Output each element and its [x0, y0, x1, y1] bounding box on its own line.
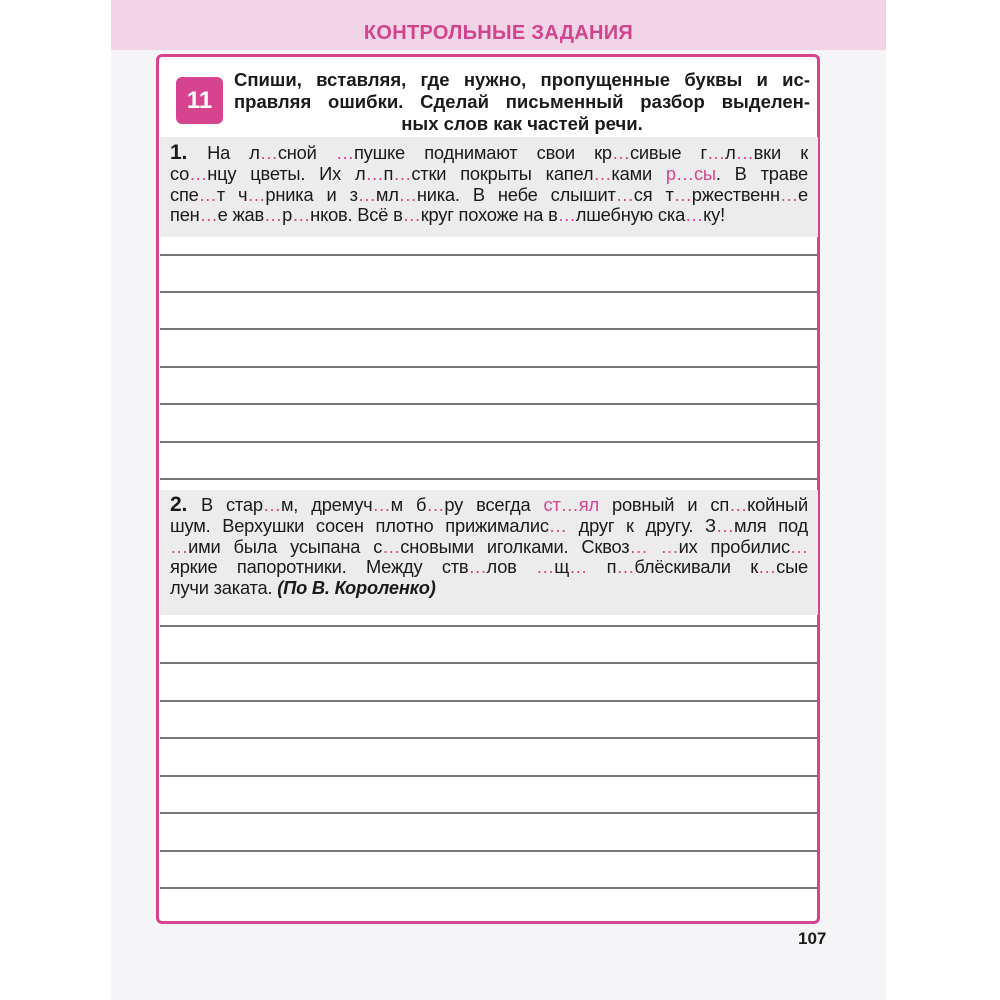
text-segment: л: [725, 142, 736, 163]
missing-letter-mark: …: [735, 142, 754, 163]
missing-letter-mark: …: [758, 556, 777, 578]
missing-letter-mark: …: [569, 556, 588, 578]
writing-line: [160, 662, 818, 664]
text-segment: их пробилис: [678, 535, 790, 557]
exercise-line: [170, 205, 808, 226]
instruction-line: Спиши, вставляя, где нужно, пропущенные буквы и ис-: [234, 69, 810, 90]
writing-line: [160, 403, 818, 405]
missing-letter-mark: …: [715, 514, 734, 536]
missing-letter-mark: …: [789, 535, 808, 557]
exercise-line: [170, 537, 808, 558]
text-segment: р: [282, 204, 293, 226]
text-segment: вки к: [753, 142, 808, 163]
missing-letter-mark: …: [372, 494, 391, 515]
missing-letter-mark: …: [393, 162, 412, 184]
text-segment: друг к другу. З: [566, 514, 716, 536]
text-segment: со: [170, 162, 190, 184]
text-segment: лшебную ска: [575, 204, 686, 226]
text-segment: ру всегда: [444, 494, 544, 515]
text-segment: [648, 536, 661, 557]
writing-line: [160, 441, 818, 443]
text-segment: сые: [776, 556, 808, 578]
missing-letter-mark: ст…ял: [543, 494, 599, 515]
text-segment: мл: [375, 183, 399, 205]
text-segment: ржественн: [691, 183, 780, 205]
missing-letter-mark: …: [673, 183, 692, 205]
exercise-line: [170, 164, 808, 185]
text-segment: м б: [390, 494, 427, 515]
text-segment: На л: [207, 142, 260, 163]
text-segment: стки покрыты капел: [411, 162, 594, 184]
text-segment: койный: [747, 494, 808, 515]
missing-letter-mark: …: [382, 535, 401, 557]
missing-letter-mark: …: [548, 514, 567, 536]
text-segment: рника и з: [265, 183, 358, 205]
text-segment: т ч: [216, 183, 248, 205]
text-segment: пушке поднимают свои кр: [353, 142, 612, 163]
writing-line: [160, 625, 818, 627]
section-title: КОНТРОЛЬНЫЕ ЗАДАНИЯ: [363, 22, 634, 44]
missing-letter-mark: …: [615, 183, 634, 205]
missing-letter-mark: …: [247, 183, 266, 205]
missing-letter-mark: …: [357, 183, 376, 205]
missing-letter-mark: …: [259, 142, 278, 163]
missing-letter-mark: …: [779, 183, 799, 205]
text-segment: ника. В небе слышит: [416, 183, 616, 205]
text-segment: щ: [554, 556, 570, 578]
missing-letter-mark: …: [729, 494, 748, 515]
text-segment: пен: [170, 204, 200, 226]
author-credit: (По В. Короленко): [277, 577, 436, 599]
text-segment: спе: [170, 183, 199, 205]
text-segment: лов: [486, 556, 537, 578]
exercise-line: [170, 495, 808, 516]
missing-letter-mark: …: [170, 535, 189, 557]
writing-line: [160, 812, 818, 814]
text-segment: блёскивали к: [634, 556, 759, 578]
task-number-badge: 11: [176, 77, 223, 124]
missing-letter-mark: …: [292, 204, 311, 226]
text-segment: В стар: [200, 494, 263, 515]
missing-letter-mark: …: [629, 535, 648, 557]
missing-letter-mark: …: [262, 494, 281, 515]
text-segment: сновыми иголками. Сквоз: [400, 535, 630, 557]
text-segment: п: [383, 162, 394, 184]
missing-letter-mark: …: [611, 142, 630, 163]
missing-letter-mark: …: [199, 204, 218, 226]
writing-line: [160, 254, 818, 256]
exercise-number: 1.: [170, 141, 208, 164]
text-segment: шум. Верхушки сосен плотно прижималис: [170, 514, 549, 536]
text-segment: нцу цветы. Их л: [207, 162, 366, 184]
text-segment: ся т: [633, 183, 674, 205]
missing-letter-mark: …: [616, 556, 635, 578]
exercise-line: [170, 557, 808, 578]
writing-line: [160, 887, 818, 889]
text-segment: м, дремуч: [280, 494, 373, 515]
exercise-line: [170, 185, 808, 206]
missing-letter-mark: …: [189, 162, 208, 184]
text-segment: мля под: [733, 514, 808, 536]
exercise-line: [170, 578, 808, 599]
missing-letter-mark: …: [707, 142, 726, 163]
text-segment: . В траве: [715, 162, 809, 184]
text-segment: сивые г: [629, 142, 708, 163]
text-segment: ку!: [703, 204, 725, 226]
missing-letter-mark: …: [402, 204, 421, 226]
missing-letter-mark: р…сы: [665, 162, 716, 184]
missing-letter-mark: …: [198, 183, 217, 205]
text-segment: яркие папоротники. Между ств: [170, 556, 469, 578]
writing-line: [160, 700, 818, 702]
exercise-number: 2.: [170, 493, 201, 516]
text-segment: ками: [611, 162, 666, 184]
missing-letter-mark: …: [593, 162, 612, 184]
text-segment: е: [798, 183, 808, 205]
exercise-1-text: [170, 143, 808, 226]
writing-line: [160, 478, 818, 480]
missing-letter-mark: …: [335, 142, 354, 163]
writing-line: [160, 775, 818, 777]
writing-line: [160, 737, 818, 739]
missing-letter-mark: …: [660, 535, 679, 557]
missing-letter-mark: …: [264, 204, 283, 226]
exercise-line: [170, 516, 808, 537]
writing-line: [160, 366, 818, 368]
writing-line: [160, 328, 818, 330]
missing-letter-mark: …: [557, 204, 576, 226]
text-segment: ими была усыпана с: [188, 535, 383, 557]
missing-letter-mark: …: [426, 494, 445, 515]
instruction-line: ных слов как частей речи.: [401, 113, 643, 134]
missing-letter-mark: …: [685, 204, 704, 226]
text-segment: круг похоже на в: [420, 204, 558, 226]
task-instruction: [234, 69, 810, 135]
missing-letter-mark: …: [468, 556, 487, 578]
instruction-line: правляя ошибки. Сделай письменный разбор выделен-: [234, 91, 810, 112]
exercise-line: [170, 143, 808, 164]
writing-line: [160, 850, 818, 852]
exercise-2-text: [170, 495, 808, 599]
text-segment: сной: [277, 142, 336, 163]
text-segment: лучи заката.: [170, 577, 278, 599]
writing-line: [160, 291, 818, 293]
text-segment: ровный и сп: [598, 494, 730, 515]
text-segment: нков. Всё в: [310, 204, 403, 226]
missing-letter-mark: …: [365, 162, 384, 184]
page-number: 107: [798, 929, 827, 948]
text-segment: е жав: [217, 204, 265, 226]
text-segment: п: [587, 556, 617, 578]
missing-letter-mark: …: [398, 183, 417, 205]
missing-letter-mark: …: [536, 556, 555, 578]
